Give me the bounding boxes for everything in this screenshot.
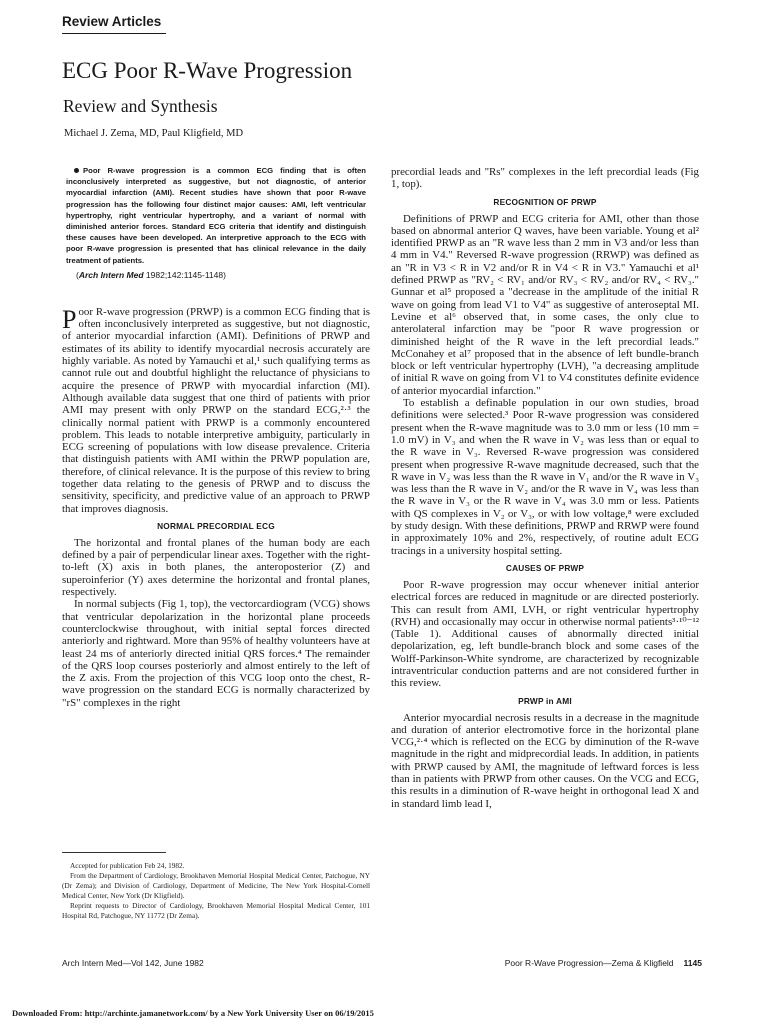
footer-running-title: Poor R-Wave Progression—Zema & Kligfield <box>504 958 674 968</box>
section-rule <box>62 33 166 34</box>
footnote-rule <box>62 852 166 853</box>
article-authors: Michael J. Zema, MD, Paul Kligfield, MD <box>64 128 244 139</box>
recognition-paragraph-2: To establish a definable population in our own studies, broad definitions were selected.³ Poor R-wave progression was considered present when the R-wave magnitude was to 3.0 mm or less (10 mm = 1.0 mV) in V₃ and when the R wave in V₂ was less than or equal to the R wave in V₃. Reversed R-wave progression was considered present when progressive R-wave magnitude decreased, such that the R wave in V₂ was less than the R wave in V₁ and/or the R wave in V₃ was less than the R wave in V₂ and/or the R wave in V₄ was less than the R wave in V₃ or the R wave in V₄ was 3.0 mm or less. Patients with QS complexes in V₂ or V₃, or with low voltage,⁸ were excluded by study design. With these definitions, PRWP and RRWP were found in approximately 10% and 2%, respectively, of routine adult ECG tracings in a university hospital setting. <box>391 397 699 557</box>
footnote-accepted: Accepted for publication Feb 24, 1982. <box>70 861 185 870</box>
footnote-affiliation: From the Department of Cardiology, Brookhaven Memorial Hospital Medical Center, Patchogue, NY (Dr Zema); and Division of Cardiology, Department of Medicine, The New York Hospital-Cornell Medical Center, New York (Dr Kligfield). <box>62 871 370 900</box>
ami-paragraph-1: Anterior myocardial necrosis results in a decrease in the magnitude and duration of anterior electromotive force in the horizontal plane VCG,²·⁴ which is reflected on the ECG by diminution of the R-wave magnitude in the right and midprecordial leads. In addition, in patients with PRWP caused by AMI, the magnitude of leftward forces is less than in patients with PRWP from other causes. On the VCG and ECG, this results in a diminution of R-wave height in orthogonal lead X and in standard limb lead I, <box>391 711 699 810</box>
footnotes <box>62 861 370 921</box>
right-column <box>391 166 699 810</box>
normal-paragraph-1: The horizontal and frontal planes of the human body are each defined by a pair of perpendicular linear axes. Together with the right-to-left (X) axis in both planes, the anteroposterior (Z) and superoinferior (Y) axes determine the horizontal and frontal planes, respectively. <box>62 536 370 599</box>
left-column <box>62 165 370 709</box>
section-label: Review Articles <box>62 14 162 29</box>
footnote-reprint: Reprint requests to Director of Cardiology, Brookhaven Memorial Hospital Medical Center, 101 Hospital Rd, Patchogue, NY 11772 (Dr Zema). <box>62 901 370 920</box>
citation-journal: Arch Intern Med <box>78 269 144 280</box>
heading-prwp-in-ami: PRWP in AMI <box>518 695 572 706</box>
causes-paragraph-1: Poor R-wave progression may occur whenever initial anterior electrical forces are reduced in magnitude or are directed posteriorly. This can result from AMI, LVH, or right ventricular hypertrophy (RVH) and occasionally may occur in otherwise normal patients³·¹⁰⁻¹² (Table 1). Additional causes of abnormally directed initial depolarization, eg, left bundle-branch block and some cases of the Wolff-Parkinson-White syndrome, are characterized by recognizable intraventricular conduction patterns and are not considered further in this review. <box>391 578 699 690</box>
abstract <box>62 165 370 266</box>
page-number: 1145 <box>683 958 702 968</box>
download-notice: Downloaded From: http://archinte.jamanetwork.com/ by a New York University User on 06/19/2015 <box>12 1008 374 1018</box>
right-continuation-paragraph: precordial leads and "Rs" complexes in the left precordial leads (Fig 1, top). <box>391 166 699 191</box>
article-subtitle: Review and Synthesis <box>63 96 218 116</box>
citation-details: 1982;142:1145-1148) <box>143 269 226 280</box>
heading-causes-of-prwp: CAUSES OF PRWP <box>505 562 585 573</box>
intro-paragraph <box>62 306 370 515</box>
abstract-text: Poor R-wave progression is a common ECG finding that is often inconclusively interpreted as suggestive, but not diagnostic, of anterior myocardial infarction (AMI). Recent studies have shown that poor R-wave progression has the following four distinct major causes: AMI, left ventricular hypertrophy, right ventricular hypertrophy, and a variant of normal with diminished anterior forces. Standard ECG criteria that identify and distinguish these causes have been developed. An interpretive approach to the ECG with poor R-wave progression is presented that has clinical relevance in the daily treatment of patients. <box>66 166 366 265</box>
citation: (Arch Intern Med 1982;142:1145-1148) <box>76 269 226 280</box>
footer-right <box>505 958 702 968</box>
recognition-paragraph-1: Definitions of PRWP and ECG criteria for AMI, other than those based on abnormal anterior Q waves, have been variable. Young et al² identified PRWP as an "R wave less than 2 mm in V3 and/or less than 4 mm in V4." Reversed R-wave progression (RRWP) was defined as an "R in V3 < R in V2 and/or R in V4 < R in V3." Yamauchi et al¹ defined PRWP as "RV₂ < RV₁ and/or RV₃ < RV₂ and/or RV₄ < RV₃." Gunnar et al⁵ proposed a "decrease in the amplitude of the initial R wave on going from lead V1 to V4" as suggestive of anteroseptal MI. Levine et al⁶ observed that, in some cases, the only clue to anterolateral infarction may be "poor R wave progression or diminished height of the R wave in the left precordial leads." McConahey et al⁷ proposed that in the absence of left bundle-branch block or left ventricular hypertrophy (LVH), "a decreasing amplitude of initial R wave on going from V1 to V4 constitutes definite evidence of anterior myocardial infarction." <box>391 212 699 397</box>
bullet-icon <box>74 168 79 173</box>
article-title: ECG Poor R-Wave Progression <box>62 58 353 83</box>
heading-normal-precordial-ecg: NORMAL PRECORDIAL ECG <box>157 520 275 531</box>
footer-journal: Arch Intern Med—Vol 142, June 1982 <box>62 958 204 968</box>
heading-recognition-of-prwp: RECOGNITION OF PRWP <box>493 196 597 207</box>
normal-paragraph-2: In normal subjects (Fig 1, top), the vectorcardiogram (VCG) shows that ventricular depolarization in the horizontal plane proceeds counterclockwise throughout, with initial septal forces directed anteriorly and rightward. More than 95% of healthy volunteers have at least 24 ms of anteriorly directed initial QRS forces.⁴ The remainder of the QRS loop courses posteriorly and almost entirely to the left of the Z axis. From the projection of this VCG loop onto the chest, R-wave progression on the standard ECG is normally characterized by "rS" complexes in the right <box>62 598 370 709</box>
intro-text: oor R-wave progression (PRWP) is a common ECG finding that is often inconclusively interpreted as suggestive, but not diagnostic, of anterior myocardial infarction (AMI). Definitions of PRWP and estimates of its ability to identify myocardial necrosis accurately are highly variable. As noted by Yamauchi et al,¹ such qualifying terms as cannot rule out and doubtful highlight the reluctance of physicians to acquire the presence of PRWP with myocardial infarction (MI). Although available data suggest that one third of patients with prior AMI may present with only PRWP on the standard ECG,²·³ the clinically normal patient with PRWP is a commonly encountered problem. This leads to notable interpretive ambiguity, particularly in ECG screening of populations with low disease prevalence. Criteria that distinguish patients with AMI within the PRWP population are, therefore, of clinical relevance. It is the purpose of this review to bring together data relating to the genesis of PRWP and to discuss the sensitivity, specificity, and predictive value of an approach to PRWP that improves diagnosis. <box>62 305 370 515</box>
drop-cap: P <box>62 304 77 334</box>
